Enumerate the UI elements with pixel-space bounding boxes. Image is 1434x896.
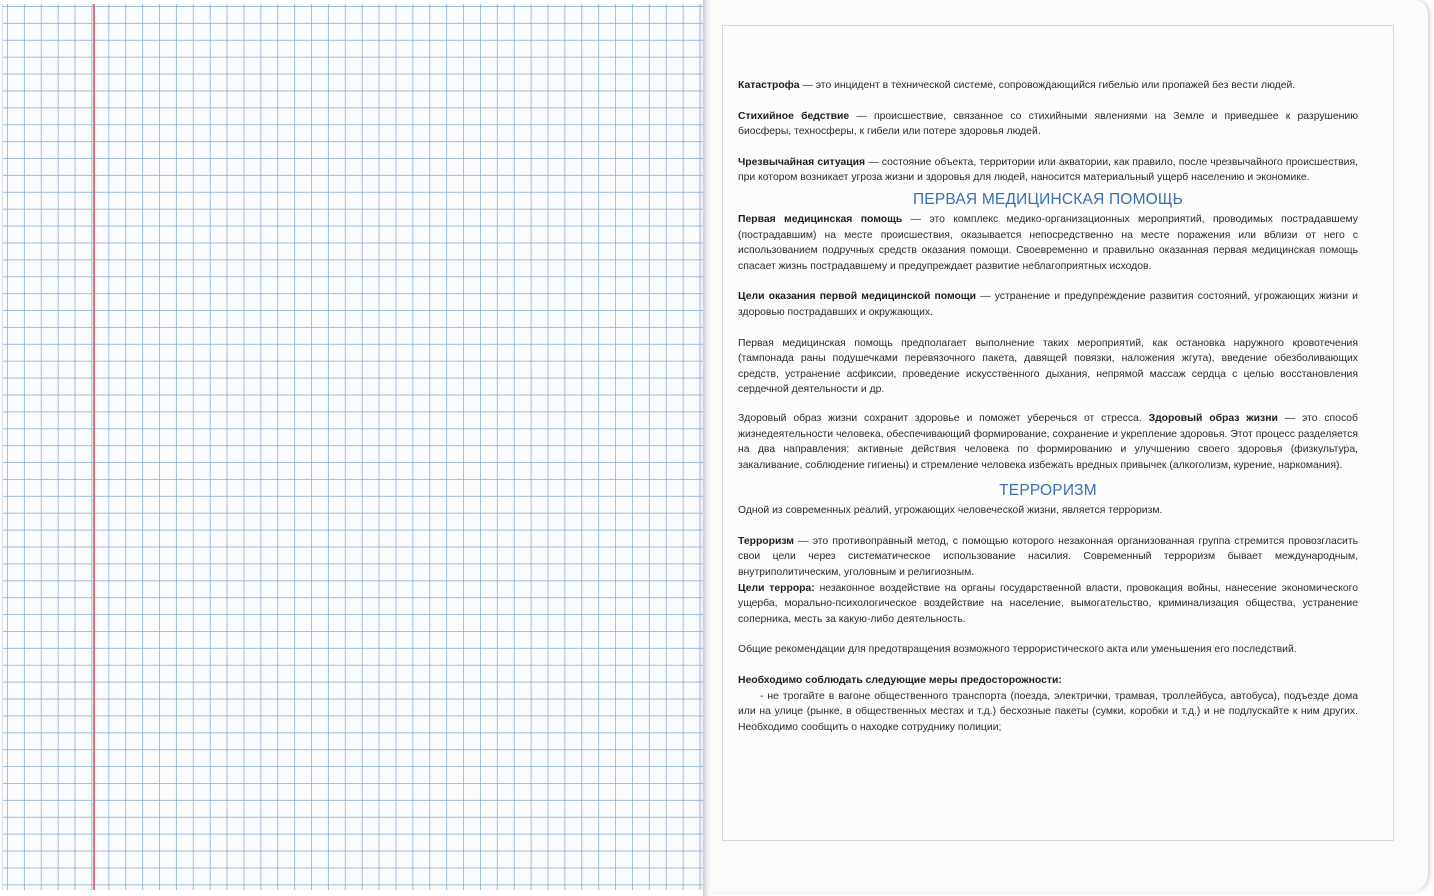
- definition-healthy-lifestyle: — это способ жизнедеятельности человека, обеспечивающий формирование, сохранение и укрепление здоровья. Этот процесс разделяется на два направления: активные действия человека по формированию и улучшению своего здоровья (физкультура, закаливание, соблюдение гигиены) и стремление человека избежать вредных привычек (алкоголизм, курение, наркомания).: [738, 412, 1358, 471]
- paragraph-first-aid-measures: Первая медицинская помощь предполагает выполнение таких мероприятий, как остановка наружного кровотечения (тампонада раны подушечками перевязочного пакета, давящей повязки, наложения жгута), введение обезболивающих средств, устранение асфиксии, проведение искусственного дыхания, непрямой массаж сердца с целью восстановления сердечной деятельности и др.: [738, 337, 1358, 396]
- term-first-aid-goals: Цели оказания первой медицинской помощи: [738, 291, 977, 303]
- term-first-aid: Первая медицинская помощь: [738, 213, 903, 225]
- page-content: [738, 78, 1358, 735]
- paragraph-first-aid-goals: [738, 289, 1358, 320]
- margin-line: [93, 4, 95, 890]
- definition-emergency: — состояние объекта, территории или акватории, как правило, после чрезвычайного происшествия, при котором возникает угроза жизни и здоровья для людей, наносится материальный ущерб населению и экономике.: [738, 156, 1358, 184]
- paragraph-first-aid: [738, 212, 1358, 274]
- paragraph-catastrophe: [738, 78, 1358, 94]
- paragraph-precaution-item: - не трогайте в вагоне общественного транспорта (поезда, электрички, трамвая, троллейбуса, автобуса), подъезде дома или на улице (рынке, в общественных местах и т.д.) бесхозные пакеты (сумки, коробки и т.д.) и не подлускайте к ним других. Необходимо сообщить о находке сотруднику полиции;: [738, 690, 1358, 733]
- term-precautions: Необходимо соблюдать следующие меры предосторожности:: [738, 675, 1062, 687]
- paragraph-natural-disaster: [738, 109, 1358, 140]
- definition-catastrophe: — это инцидент в технической системе, сопровождающийся гибелью или пропажей без вести людей.: [799, 80, 1296, 91]
- paragraph-terror-goals: [738, 581, 1358, 628]
- paragraph-terrorism-intro: Одной из современных реалий, угрожающих человеческой жизни, является терроризм.: [738, 505, 1163, 517]
- heading-first-aid: ПЕРВАЯ МЕДИЦИНСКАЯ ПОМОЩЬ: [912, 190, 1184, 208]
- definition-terror-goals: незаконное воздействие на органы государственной власти, провокация войны, нанесение экономического ущерба, морально-психологическое воздействие на население, вымогательство, криминализация общества, устранение соперника, месть за какую-либо деятельность.: [738, 582, 1358, 625]
- paragraph-precautions-title: [738, 673, 1358, 689]
- printed-page: [710, 0, 1429, 892]
- term-terror-goals: Цели террора:: [738, 582, 815, 594]
- paragraph-recommendations: Общие рекомендации для предотвращения возможного террористического акта или уменьшения его последствий.: [738, 644, 1297, 656]
- definition-terrorism: — это противоправный метод, с помощью которого незаконная организованная группа стремится провозгласить свои цели через систематическое использование насилия. Современный терроризм бывает международным, внутриполитическим, уголовным и религиозным.: [738, 535, 1358, 579]
- term-healthy-lifestyle: Здоровый образ жизни: [1148, 412, 1278, 424]
- term-emergency: Чрезвычайная ситуация: [738, 156, 866, 168]
- heading-terrorism: ТЕРРОРИЗМ: [999, 482, 1097, 500]
- term-catastrophe: Катастрофа: [738, 80, 800, 91]
- text-healthy-lifestyle-intro: Здоровый образ жизни сохранит здоровье и поможет уберечься от стресса.: [738, 412, 1149, 424]
- term-terrorism: Терроризм: [738, 535, 794, 547]
- paragraph-terrorism-definition: [738, 534, 1358, 581]
- term-natural-disaster: Стихийное бедствие: [738, 110, 850, 122]
- paragraph-healthy-lifestyle: [738, 411, 1358, 473]
- definition-first-aid-goals: — устранение и предупреждение развития состояний, угрожающих жизни и здоровью пострадавших и окружающих.: [738, 291, 1358, 318]
- paragraph-emergency: [738, 155, 1358, 186]
- definition-first-aid: — это комплекс медико-организационных мероприятий, проводимых пострадавшему (пострадавшим) на месте происшествия, оказывается непосредственно на месте поражения или вблизи от него с использованием подручных средств оказания помощи. Своевременно и правильно оказанная первая медицинская помощь спасает жизнь пострадавшему и предупреждает развитие неблагоприятных исходов.: [738, 213, 1358, 272]
- grid-page: [2, 4, 705, 890]
- definition-natural-disaster: — происшествие, связанное со стихийными явлениями на Земле и приведшее к разрушению биосферы, техносферы, к гибели или потере здоровья людей.: [738, 110, 1358, 138]
